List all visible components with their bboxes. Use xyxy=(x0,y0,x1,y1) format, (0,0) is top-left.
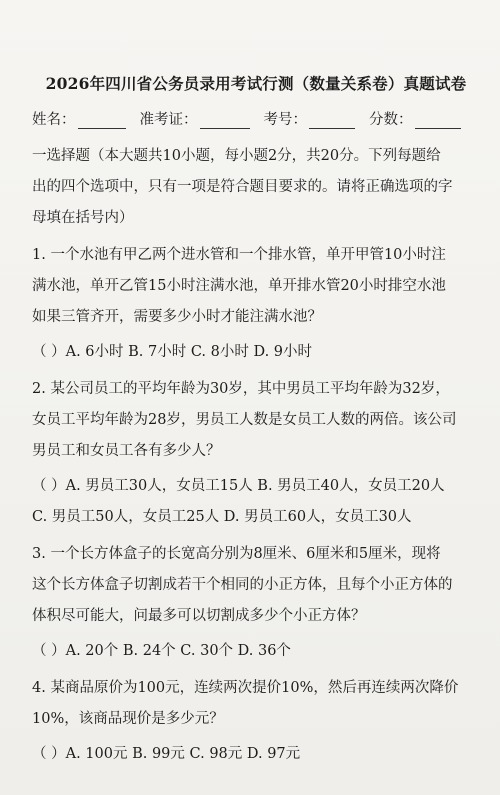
question-line: 4. 某商品原价为100元，连续两次提价10%，然后再连续两次降价 xyxy=(32,680,459,696)
candidate-info-row xyxy=(32,108,480,129)
option-line: （ ）A. 20个 B. 24个 C. 30个 D. 36个 xyxy=(32,643,291,659)
score-label: 分数： xyxy=(369,112,413,128)
question-4-options xyxy=(32,739,480,770)
intro-line: 一选择题（本大题共10小题，每小题2分，共20分。下列每题给 xyxy=(32,148,441,164)
question-line: 2. 某公司员工的平均年龄为30岁，其中男员工平均年龄为32岁， xyxy=(32,381,450,397)
score-blank xyxy=(415,114,461,129)
question-line: 10%，该商品现价是多少元？ xyxy=(32,711,224,727)
question-3 xyxy=(32,539,480,632)
exam-no-blank xyxy=(309,114,355,129)
question-line: 体积尽可能大，问最多可以切割成多少个小正方体？ xyxy=(32,608,366,624)
option-line: （ ）A. 男员工30人，女员工15人 B. 男员工40人，女员工20人 xyxy=(32,478,445,494)
option-line: C. 男员工50人，女员工25人 D. 男员工60人，女员工30人 xyxy=(32,509,412,525)
question-4 xyxy=(32,673,480,735)
question-1 xyxy=(32,240,480,333)
ticket-label: 准考证： xyxy=(139,112,198,128)
intro-line: 出的四个选项中，只有一项是符合题目要求的。请将正确选项的字 xyxy=(32,179,453,195)
name-blank xyxy=(78,114,126,129)
option-line: （ ）A. 100元 B. 99元 C. 98元 D. 97元 xyxy=(32,746,301,762)
intro-line: 母填在括号内） xyxy=(32,210,134,226)
question-line: 3. 一个长方体盒子的长宽高分别为8厘米、6厘米和5厘米，现将 xyxy=(32,546,441,562)
question-line: 如果三管齐开，需要多少小时才能注满水池？ xyxy=(32,309,322,325)
question-line: 女员工平均年龄为28岁，男员工人数是女员工人数的两倍。该公司 xyxy=(32,412,457,428)
question-line: 男员工和女员工各有多少人？ xyxy=(32,443,221,459)
question-line: 满水池，单开乙管15小时注满水池，单开排水管20小时排空水池 xyxy=(32,278,446,294)
exam-no-label: 考号： xyxy=(263,112,307,128)
question-2 xyxy=(32,374,480,467)
section-intro xyxy=(32,141,480,234)
question-line: 1. 一个水池有甲乙两个进水管和一个排水管，单开甲管10小时注 xyxy=(32,247,446,263)
question-2-options xyxy=(32,471,480,533)
ticket-blank xyxy=(200,114,250,129)
question-1-options xyxy=(32,337,480,368)
option-line: （ ）A. 6小时 B. 7小时 C. 8小时 D. 9小时 xyxy=(32,344,313,360)
question-line: 这个长方体盒子切割成若干个相同的小正方体，且每个小正方体的 xyxy=(32,577,453,593)
name-label: 姓名： xyxy=(32,112,76,128)
question-3-options xyxy=(32,636,480,667)
page-title: 2026年四川省公务员录用考试行测（数量关系卷）真题试卷 xyxy=(45,74,467,93)
